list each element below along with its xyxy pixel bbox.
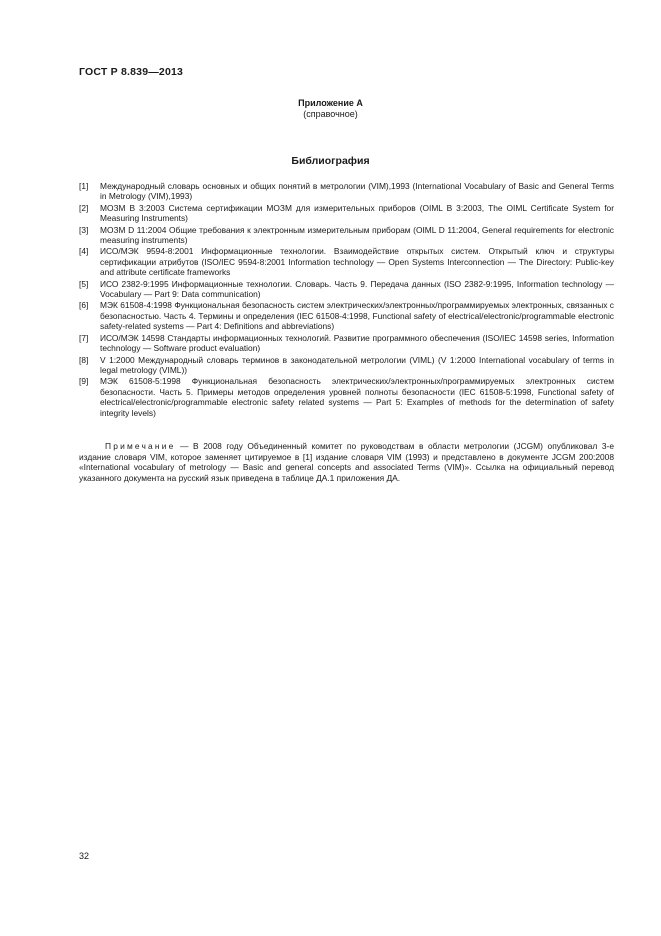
item-text: МОЗМ В 3:2003 Система сертификации МОЗМ для измерительных приборов (OIML В 3:2003, The OIML Certificate System for Measuring Instruments)	[100, 202, 614, 224]
bibliography-item	[79, 279, 614, 300]
item-text: V 1:2000 Международный словарь терминов в законодательной метрологии (VIML) (V 1:2000 International vocabulary of terms in legal metrology (VIML))	[100, 354, 614, 375]
item-number: [4]	[79, 246, 89, 257]
bibliography-item	[79, 203, 614, 224]
note-label: Примечание	[105, 441, 176, 451]
item-number: [8]	[79, 354, 89, 365]
annex-title: Приложение А	[298, 98, 363, 108]
item-number: [5]	[79, 278, 89, 289]
bibliography-title: Библиография	[291, 155, 370, 167]
bibliography-item	[79, 181, 614, 202]
bibliography-item	[79, 225, 614, 246]
note-text: — В 2008 году Объединенный комитет по руководствам в области метрологии (JCGM) опубликовал 3-е издание словаря VIM, которое заменяет цитируемое в [1] издание словаря VIM (1993) и представлено в документе JCGM 200:2008 «International vocabulary of metrology — Basic and general concepts and associated Terms (VIM)». Ссылка на официальный перевод указанного документа на русский язык приведена в таблице ДА.1 приложения ДА.	[79, 441, 614, 483]
standard-designation: ГОСТ Р 8.839—2013	[79, 66, 184, 78]
item-number: [9]	[79, 376, 89, 387]
item-number: [3]	[79, 224, 89, 235]
bibliography-item	[79, 355, 614, 376]
annex-heading	[0, 98, 661, 120]
item-text: ИСО 2382-9:1995 Информационные технологии. Словарь. Часть 9. Передача данных (ISO 2382-9:1995, Information technology — Vocabulary — Part 9: Data communication)	[100, 278, 614, 300]
annex-subtitle: (справочное)	[303, 109, 358, 119]
note-paragraph	[79, 441, 614, 483]
bibliography-item	[79, 376, 614, 418]
item-number: [2]	[79, 202, 89, 213]
item-text: Международный словарь основных и общих понятий в метрологии (VIM),1993 (International Vocabulary of Basic and General Terms in Metrology (VIM),1993)	[100, 181, 614, 202]
page-number: 32	[79, 851, 90, 861]
item-text: МОЗМ D 11:2004 Общие требования к электронным измерительным приборам (OIML D 11:2004, General requirements for electronic measuring instruments)	[100, 224, 614, 246]
item-text: МЭК 61508-4:1998 Функциональная безопасность систем электрических/электронных/программируемых электронных, связанных с безопасностью. Часть 4. Термины и определения (IEC 61508-4:1998, Functional safety of electrical/electronic/programmable electronic safety-related systems — Part 4: Definitions and abbreviations)	[100, 300, 614, 332]
bibliography-item	[79, 246, 614, 277]
item-text: МЭК 61508-5:1998 Функциональная безопасность электрических/электронных/программируемых электронных систем безопасности. Часть 5. Примеры методов определения уровней полноты безопасности (IEC 61508-5:1998, Functional safety of electrical/electronic/programmable electronic safety related systems — Part 5: Examples of methods for the determination of safety integrity levels)	[100, 376, 614, 418]
bibliography-item	[79, 300, 614, 331]
item-text: ИСО/МЭК 9594-8:2001 Информационные технологии. Взаимодействие открытых систем. Открытый ключ и структуры сертификации атрибутов (ISO/IEC 9594-8:2001 Information technology — Open Systems Interconnection — The Directory: Public-key and attribute certificate frameworks	[100, 246, 614, 278]
item-number: [6]	[79, 300, 89, 311]
item-number: [1]	[79, 181, 89, 191]
bibliography-item	[79, 333, 614, 354]
item-number: [7]	[79, 332, 89, 343]
item-text: ИСО/МЭК 14598 Стандарты информационных технологий. Развитие программного обеспечения (ISO/IEC 14598 series, Information technology — Software product evaluation)	[100, 332, 614, 354]
bibliography-list	[79, 181, 614, 419]
